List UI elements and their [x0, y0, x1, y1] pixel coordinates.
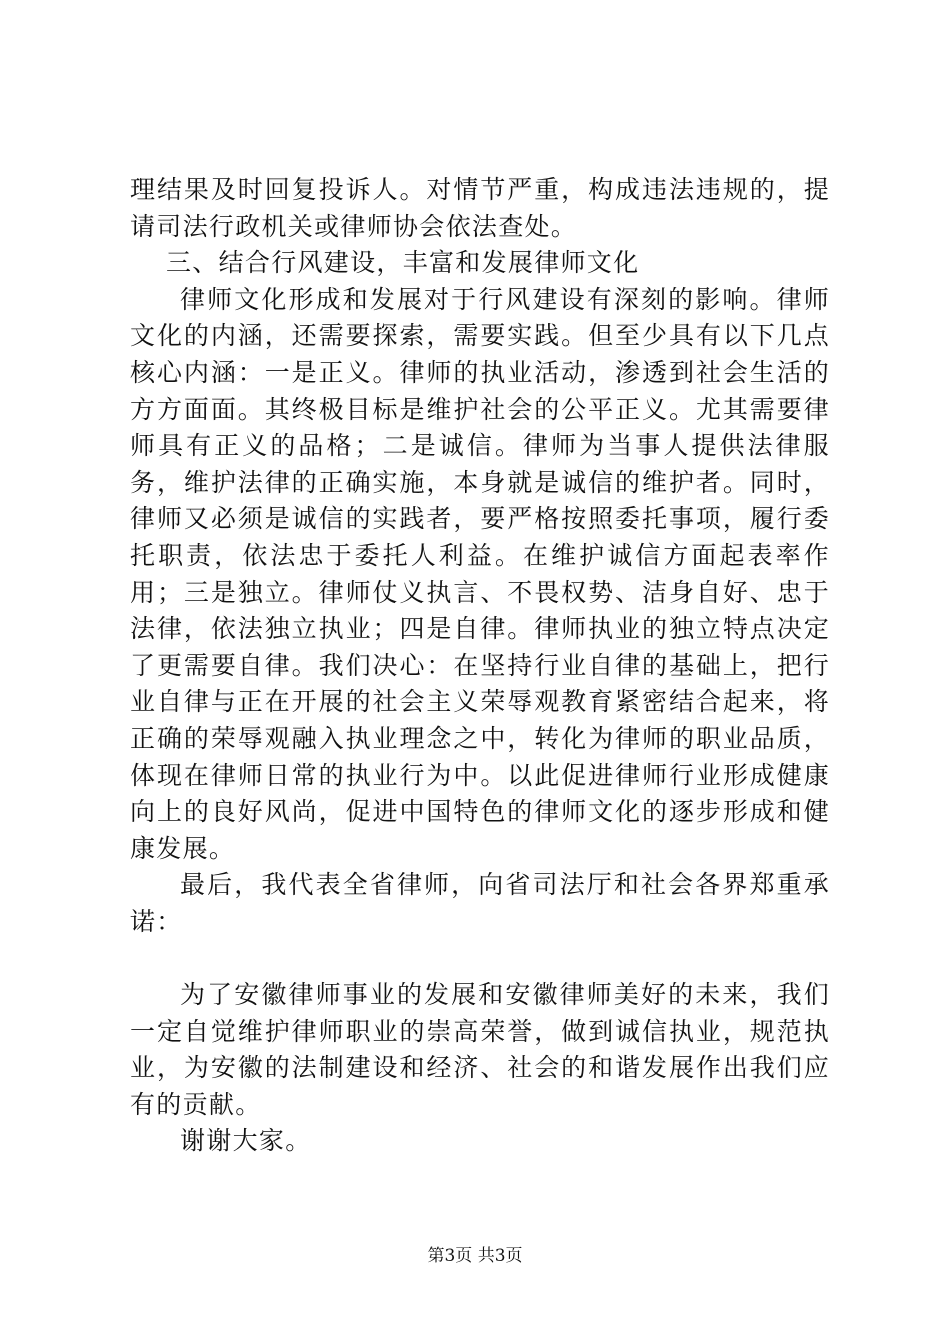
paragraph-pledge: 为了安徽律师事业的发展和安徽律师美好的未来，我们一定自觉维护律师职业的崇高荣誉，做到诚信执业，规范执业，为安徽的法制建设和经济、社会的和谐发展作出我们应有的贡献。	[130, 980, 830, 1119]
page-number-footer: 第3页 共3页	[427, 1246, 523, 1266]
paragraph-thanks: 谢谢大家。	[180, 1126, 312, 1156]
paragraph-spacer	[130, 940, 830, 977]
paragraph-lawyer-culture: 律师文化形成和发展对于行风建设有深刻的影响。律师文化的内涵，还需要探索，需要实践。但至少具有以下几点核心内涵：一是正义。律师的执业活动，渗透到社会生活的方方面面。其终极目标是维护社会的公平正义。尤其需要律师具有正义的品格；二是诚信。律师为当事人提供法律服务，维护法律的正确实施，本身就是诚信的维护者。同时，律师又必须是诚信的实践者，要严格按照委托事项，履行委托职责，依法忠于委托人利益。在维护诚信方面起表率作用；三是独立。律师仗义执言、不畏权势、洁身自好、忠于法律，依法独立执业；四是自律。律师执业的独立特点决定了更需要自律。我们决心：在坚持行业自律的基础上，把行业自律与正在开展的社会主义荣辱观教育紧密结合起来，将正确的荣辱观融入执业理念之中，转化为律师的职业品质，体现在律师日常的执业行为中。以此促进律师行业形成健康向上的良好风尚，促进中国特色的律师文化的逐步形成和健康发展。	[130, 284, 830, 863]
paragraph-pledge-intro: 最后，我代表全省律师，向省司法厅和社会各界郑重承诺：	[130, 870, 830, 936]
paragraph-complaint-handling: 理结果及时回复投诉人。对情节严重，构成违法违规的，提请司法行政机关或律师协会依法查处。	[130, 175, 830, 241]
document-body	[130, 172, 830, 1160]
section-heading-lawyer-culture: 三、结合行风建设，丰富和发展律师文化	[166, 248, 640, 278]
